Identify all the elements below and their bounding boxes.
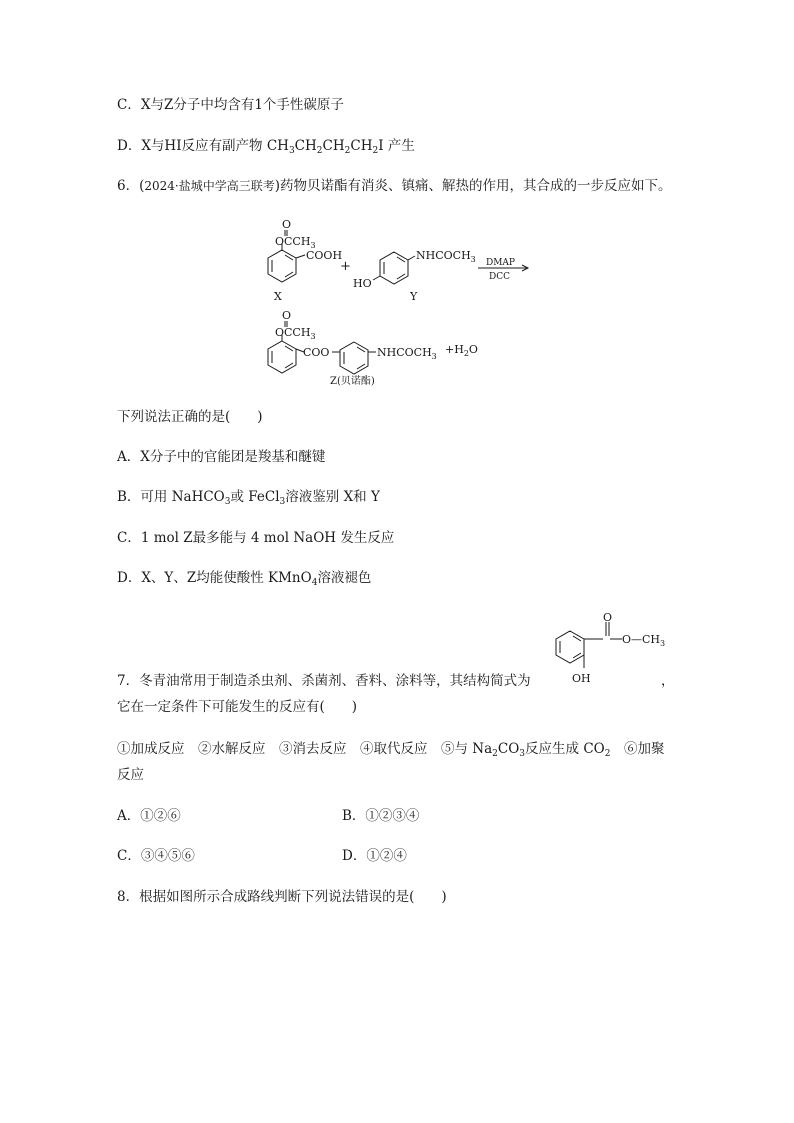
y-label: Y	[410, 290, 418, 303]
y-hydroxyl: HO	[353, 277, 372, 290]
water-product: $+H_2O$	[445, 343, 478, 358]
q6-stem: 6．(2024·盐城中学高三联考)药物贝诺酯有消炎、镇痛、解热的作用，其合成的一步反应如下。	[117, 178, 672, 194]
q7-methoxy: $O—CH_3$	[622, 633, 666, 648]
catalyst-dcc: DCC	[489, 272, 510, 282]
x-carbonyl-o: O	[282, 218, 292, 231]
q7-stem-b: 它在一定条件下可能发生的反应有( )	[117, 699, 358, 715]
z-carbonyl-o: O	[282, 309, 292, 322]
x-acetoxy: $OCCH_3$	[275, 235, 316, 250]
q7-option-d: D．①②④	[342, 848, 407, 864]
q6-option-a: A．X分子中的官能团是羧基和醚键	[117, 449, 326, 465]
plus-sign: +	[340, 259, 351, 274]
y-amide: $NHCOCH_3$	[416, 249, 476, 264]
q6-option-d: D．X、Y、Z均能使酸性 KMnO$_4$溶液褪色	[117, 570, 372, 588]
q7-reactions-line1: ①加成反应 ②水解反应 ③消去反应 ④取代反应 ⑤与 $Na_2CO_3$反应生成 $CO_2$ ⑥加聚	[117, 741, 665, 759]
q7-option-b: B．①②③④	[342, 808, 420, 824]
x-label: X	[274, 290, 282, 303]
q8-stem: 8．根据如图所示合成路线判断下列说法错误的是( )	[117, 889, 447, 905]
z-amide: $NHCOCH_3$	[377, 346, 437, 361]
q7-option-c: C．③④⑤⑥	[117, 848, 195, 864]
q5-option-d: D．X与HI反应有副产物 $CH_3CH_2CH_2CH_2I$ 产生	[117, 138, 415, 156]
z-ester: COO	[303, 346, 330, 359]
q6-option-b: B．可用 NaHCO$_3$或 FeCl$_3$溶液鉴别 X和 Y	[117, 489, 380, 507]
z-label: Z(贝诺酯)	[330, 376, 375, 387]
q7-hydroxyl: OH	[572, 672, 591, 685]
x-carboxyl: COOH	[306, 249, 343, 262]
q5-option-c: C．X与Z分子中均含有1个手性碳原子	[117, 97, 344, 113]
q7-carbonyl-o: O	[603, 611, 613, 624]
q7-reactions-line2: 反应	[117, 767, 144, 783]
q7-option-a: A．①②⑥	[117, 808, 181, 824]
q7-stem-comma: ，	[661, 673, 675, 689]
z-acetoxy: $OCCH_3$	[275, 326, 316, 341]
q6-question: 下列说法正确的是( )	[117, 409, 263, 425]
q6-option-c: C．1 mol Z最多能与 4 mol NaOH 发生反应	[117, 530, 395, 546]
catalyst-dmap: DMAP	[486, 258, 515, 268]
q7-stem-a: 7．冬青油常用于制造杀虫剂、杀菌剂、香料、涂料等，其结构简式为	[117, 673, 531, 689]
